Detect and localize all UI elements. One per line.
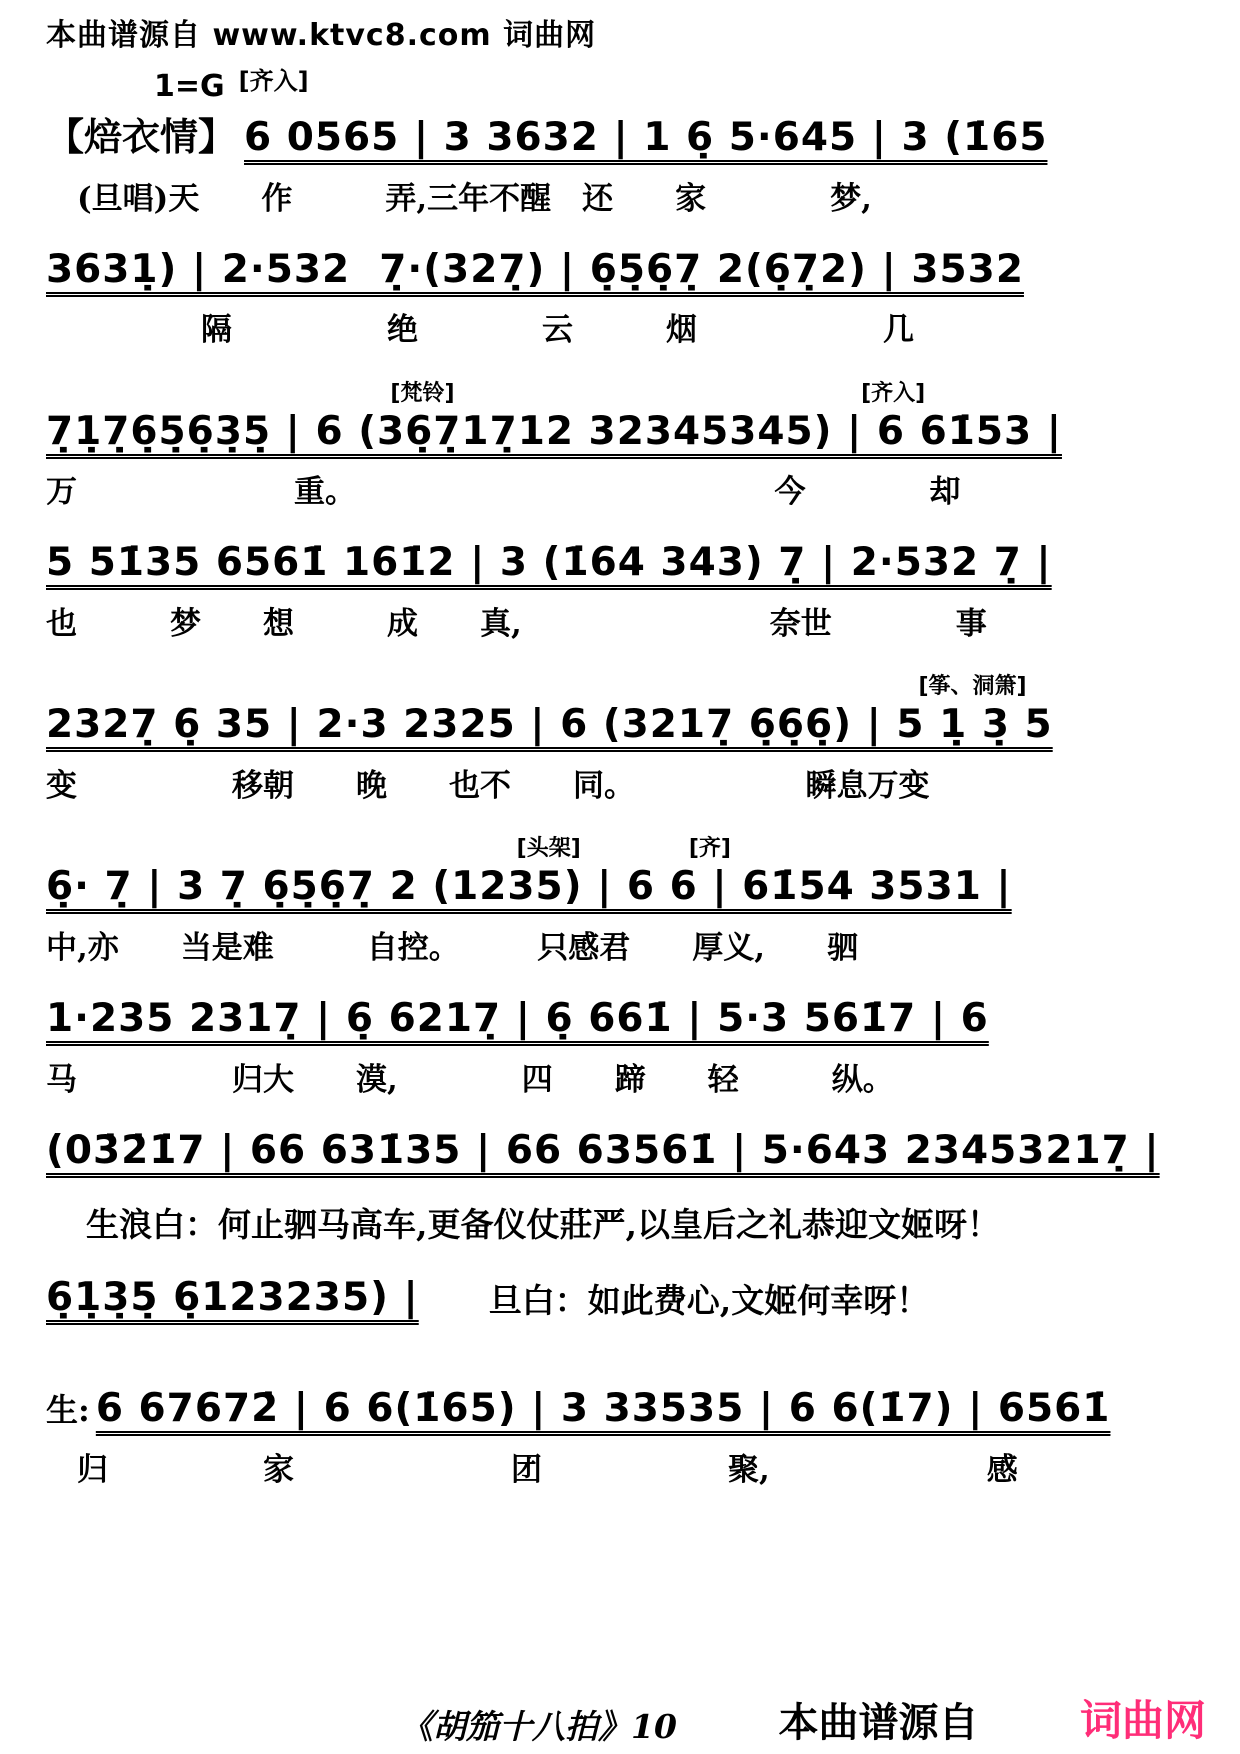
lyrics-line: 归 家 团 聚, 感 [46, 1451, 1018, 1488]
lyrics-line: (旦唱)天 作 弄,三年不醒 还 家 梦, [46, 180, 872, 217]
lyrics-line: 中,亦 当是难 自控。 只感君 厚义, 驷 [46, 929, 859, 966]
music-system-1 [46, 106, 1194, 218]
site-watermark-top: 本曲谱源自 www.ktvc8.com 词曲网 [46, 18, 597, 53]
piece-title: 《胡笳十八拍》10 [400, 1707, 677, 1746]
music-system-7 [46, 993, 1194, 1099]
key-signature: 1=G [154, 69, 225, 104]
notation-row [46, 1383, 1194, 1436]
music-system-2 [46, 244, 1194, 350]
lyrics-line: 变 移朝 晚 也不 同。 瞬息万变 [46, 767, 930, 804]
annotation-row [46, 669, 1194, 699]
site-logo-text: 词曲网 [1079, 1696, 1206, 1745]
notation-line: 7̣1̣7̣6̣5̣6̣3̣5̣ | 6 (36̣7̣17̣12 32345345) | 6 61̇53 | [46, 408, 1062, 454]
notation-row [46, 1272, 1194, 1325]
music-system-3 [46, 376, 1194, 512]
notation-line: 1·235 2317̣ | 6̣ 6217̣ | 6̣ 661̇ | 5·3 561̇7 | 6 [46, 995, 989, 1041]
notation-line: (03̇2̇1̇7 | 66 631̇35 | 66 63561̇ | 5·643 23453217̣ | [46, 1127, 1160, 1173]
lyrics-line: 万 重。 今 却 [46, 474, 961, 511]
notation-row [46, 106, 1194, 165]
music-system-4 [46, 537, 1194, 643]
lyrics-line: 隔 绝 云 烟 几 [46, 312, 914, 349]
music-system-10 [46, 1383, 1194, 1489]
notation-row [46, 699, 1194, 752]
instrument-annotation: [筝、洞箫] [918, 674, 1027, 700]
spoken-line-dan: 旦白：如此费心,文姬何幸呀！ [488, 1281, 930, 1321]
instrument-annotation: [梵铃] [390, 380, 455, 406]
lyrics-line: 也 梦 想 成 真, 奈世 事 [46, 606, 987, 643]
notation-row [46, 406, 1194, 459]
notation-row [46, 244, 1194, 297]
annotation-row [46, 376, 1194, 406]
notation-row [46, 993, 1194, 1046]
notation-row [46, 537, 1194, 590]
music-system-9 [46, 1272, 1194, 1325]
notation-line: 6 67672̇ | 6 6(1̇65) | 3 33535 | 6 6(1̇7) | 6561̇ [95, 1386, 1111, 1432]
notation-line: 6̣· 7̣ | 3 7̣ 6̣5̣6̣7̣ 2 (1235) | 6 6 | 61̇54 3531 | [46, 864, 1012, 910]
entry-annotation: [齐入] [238, 67, 309, 95]
music-system-8 [46, 1125, 1194, 1247]
notation-line: 2327̣ 6̣ 35 | 2·3 2325 | 6 (3217̣ 6̣6̣6̣) | 5 1̣ 3̣ 5 [46, 702, 1053, 748]
site-watermark-bottom: 本曲谱源自 [778, 1700, 979, 1746]
instrument-annotation: [头架] [516, 836, 581, 862]
notation-line: 6 0565 | 3 3632 | 1 6̣ 5·645 | 3 (1̇65 [244, 115, 1048, 160]
music-system-6 [46, 831, 1194, 967]
notation-line: 6̣1̣3̣5̣ 6̣123235) | [46, 1275, 419, 1321]
notation-row [46, 1125, 1194, 1178]
page-footer [0, 1688, 1240, 1748]
spoken-line-sheng: 生浪白：何止驷马高车,更备仪仗莊严,以皇后之礼恭迎文姬呀！ [86, 1205, 1000, 1245]
notation-line: 3631̣) | 2·532 7̣·(327̣) | 6̣5̣6̣7̣ 2(6̣7̣2) | 3532 [46, 246, 1024, 292]
ensemble-annotation: [齐] [688, 836, 731, 862]
score-header [154, 60, 1194, 104]
tune-name: 【焙衣情】 [46, 115, 237, 159]
music-system-5 [46, 669, 1194, 805]
speaker-label: 生: [46, 1391, 90, 1430]
lyrics-line: 马 归大 漠, 四 蹄 轻 纵。 [46, 1061, 894, 1098]
notation-line: 5 51̇35 6561̇ 161̇2 | 3 (1̇64 343) 7̣ | 2·532 7̣ | [46, 540, 1052, 586]
annotation-row [46, 831, 1194, 861]
notation-row [46, 861, 1194, 914]
ensemble-annotation: [齐入] [861, 380, 926, 406]
